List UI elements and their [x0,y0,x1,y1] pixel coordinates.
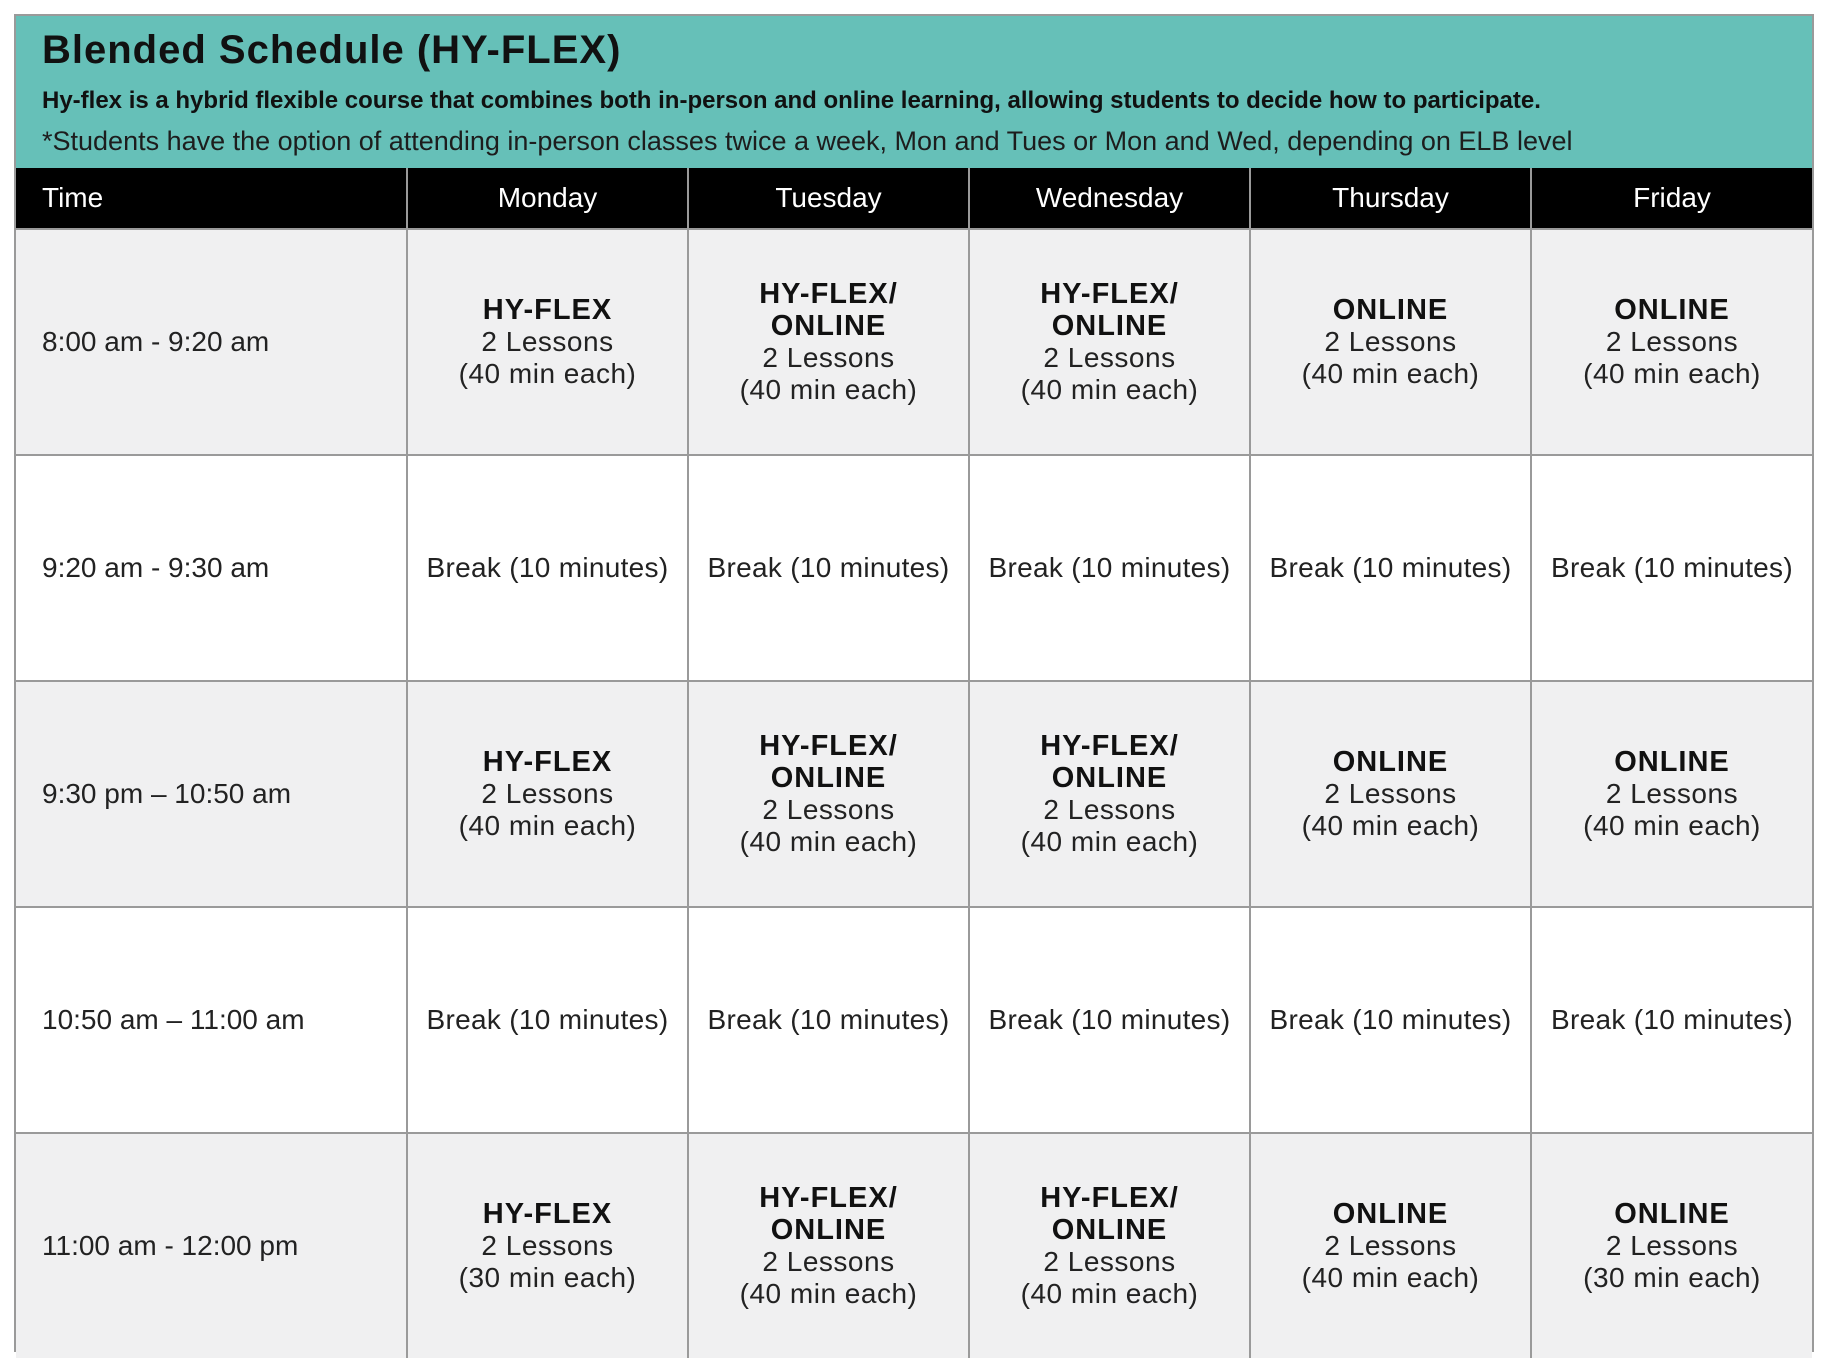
lesson-duration: (40 min each) [739,1278,918,1309]
session-cell-thursday [1250,681,1531,907]
lesson-duration: (40 min each) [1020,1278,1199,1309]
session-cell-monday [407,229,688,455]
schedule-body [16,229,1812,1358]
session-cell-thursday [1250,907,1531,1133]
session-type: HY-FLEX/ [1040,278,1179,310]
break-label: Break (10 minutes) [426,1004,669,1035]
session-type-secondary: ONLINE [1051,762,1168,794]
break-label: Break (10 minutes) [1551,552,1793,583]
break-label: Break (10 minutes) [1269,1004,1512,1035]
lesson-count: 2 Lessons [1043,794,1176,825]
lesson-duration: (40 min each) [739,826,918,857]
table-row [16,229,1812,455]
lesson-duration: (40 min each) [1301,1262,1480,1293]
session-type-secondary: ONLINE [1051,310,1168,342]
time-slot-cell [16,455,407,681]
column-header-monday: Monday [407,168,688,229]
break-label: Break (10 minutes) [707,1004,950,1035]
session-type: HY-FLEX/ [1040,1182,1179,1214]
schedule-card [14,14,1814,1352]
lesson-duration: (40 min each) [1583,358,1761,389]
lesson-duration: (30 min each) [458,1262,637,1293]
table-row [16,455,1812,681]
lesson-duration: (40 min each) [458,810,637,841]
time-slot-cell [16,1133,407,1358]
table-row [16,1133,1812,1358]
table-row [16,681,1812,907]
session-cell-tuesday [688,455,969,681]
session-cell-monday [407,455,688,681]
lesson-count: 2 Lessons [762,1246,895,1277]
session-type-secondary: ONLINE [770,1214,887,1246]
time-slot-label: 8:00 am - 9:20 am [42,326,270,357]
lesson-count: 2 Lessons [1324,1230,1457,1261]
lesson-count: 2 Lessons [1043,342,1176,373]
session-type: HY-FLEX [482,746,613,778]
session-type: ONLINE [1332,746,1449,778]
session-cell-thursday [1250,229,1531,455]
session-cell-tuesday [688,1133,969,1358]
time-slot-label: 9:20 am - 9:30 am [42,552,270,583]
break-label: Break (10 minutes) [988,1004,1231,1035]
time-slot-label: 9:30 pm – 10:50 am [42,778,292,809]
session-cell-tuesday [688,229,969,455]
session-cell-friday [1531,229,1812,455]
attendance-note: *Students have the option of attending in-person classes twice a week, Mon and Tues or Mon and Wed, depending on ELB level [42,126,1573,156]
session-cell-friday [1531,907,1812,1133]
lesson-duration: (40 min each) [1020,374,1199,405]
column-header-time: Time [16,168,407,229]
lesson-count: 2 Lessons [1324,778,1457,809]
session-type: HY-FLEX/ [759,730,898,762]
break-label: Break (10 minutes) [426,552,669,583]
time-slot-cell [16,907,407,1133]
column-header-friday: Friday [1531,168,1812,229]
lesson-duration: (40 min each) [458,358,637,389]
session-cell-wednesday [969,455,1250,681]
lesson-duration: (40 min each) [1301,810,1480,841]
lesson-duration: (40 min each) [1020,826,1199,857]
time-slot-label: 11:00 am - 12:00 pm [42,1230,299,1261]
lesson-duration: (40 min each) [1583,810,1761,841]
break-label: Break (10 minutes) [1269,552,1512,583]
session-cell-tuesday [688,907,969,1133]
page-title: Blended Schedule (HY-FLEX) [42,28,622,72]
session-cell-monday [407,681,688,907]
session-type: HY-FLEX [482,1198,613,1230]
session-cell-wednesday [969,229,1250,455]
session-type: HY-FLEX [482,294,613,326]
break-label: Break (10 minutes) [988,552,1231,583]
session-type-secondary: ONLINE [770,310,887,342]
time-slot-cell [16,229,407,455]
time-slot-cell [16,681,407,907]
time-slot-label: 10:50 am – 11:00 am [42,1004,305,1035]
lesson-count: 2 Lessons [1605,326,1739,357]
session-type: ONLINE [1614,294,1730,326]
table-row [16,907,1812,1133]
session-cell-monday [407,907,688,1133]
column-header-tuesday: Tuesday [688,168,969,229]
column-header-thursday: Thursday [1250,168,1531,229]
session-cell-thursday [1250,455,1531,681]
header-row [16,168,1812,229]
schedule-header [16,16,1812,168]
lesson-count: 2 Lessons [1324,326,1457,357]
lesson-count: 2 Lessons [481,1230,614,1261]
session-cell-friday [1531,1133,1812,1358]
session-type: ONLINE [1614,1198,1730,1230]
lesson-count: 2 Lessons [481,326,614,357]
session-type: ONLINE [1614,746,1730,778]
page-subtitle: Hy-flex is a hybrid flexible course that combines both in-person and online learning, allowing students to decide how to participate. [42,87,1541,114]
lesson-count: 2 Lessons [1043,1246,1176,1277]
session-type: HY-FLEX/ [759,1182,898,1214]
break-label: Break (10 minutes) [1551,1004,1793,1035]
session-cell-thursday [1250,1133,1531,1358]
session-cell-friday [1531,681,1812,907]
lesson-count: 2 Lessons [762,794,895,825]
schedule-table [16,168,1812,1358]
lesson-duration: (30 min each) [1583,1262,1761,1293]
session-type-secondary: ONLINE [1051,1214,1168,1246]
session-type: HY-FLEX/ [759,278,898,310]
lesson-duration: (40 min each) [1301,358,1480,389]
session-cell-friday [1531,455,1812,681]
session-type: HY-FLEX/ [1040,730,1179,762]
lesson-count: 2 Lessons [481,778,614,809]
column-header-wednesday: Wednesday [969,168,1250,229]
lesson-count: 2 Lessons [1605,1230,1739,1261]
session-type-secondary: ONLINE [770,762,887,794]
lesson-count: 2 Lessons [762,342,895,373]
session-cell-wednesday [969,1133,1250,1358]
session-cell-monday [407,1133,688,1358]
session-cell-tuesday [688,681,969,907]
lesson-count: 2 Lessons [1605,778,1739,809]
break-label: Break (10 minutes) [707,552,950,583]
session-type: ONLINE [1332,1198,1449,1230]
lesson-duration: (40 min each) [739,374,918,405]
session-type: ONLINE [1332,294,1449,326]
session-cell-wednesday [969,907,1250,1133]
session-cell-wednesday [969,681,1250,907]
